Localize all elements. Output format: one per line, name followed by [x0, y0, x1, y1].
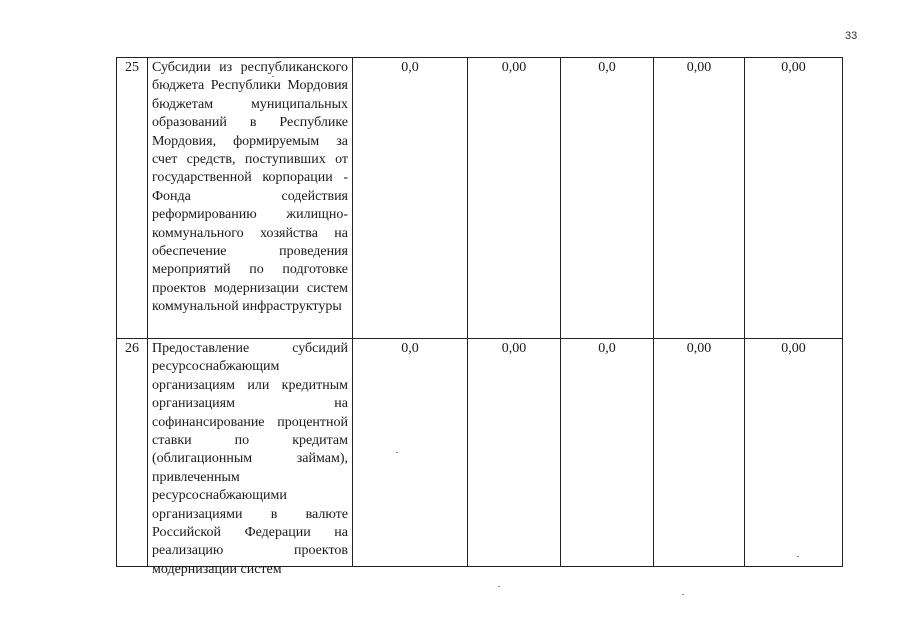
row-description	[148, 58, 353, 339]
value-cell: 0,0	[561, 58, 654, 339]
row-description-text: Предоставление субсидий ресурсоснабжающим организациям или кредитным организациям на софинансирование процентной ставки по кредитам (облигационным займам), привлеченным ресурсоснабжающими организациями в валюте Российской Федерации на реализацию проектов модернизации систем	[152, 341, 348, 577]
table-row	[117, 58, 843, 339]
value-cell: 0,00	[468, 339, 561, 567]
row-index: 26	[117, 339, 148, 567]
value-cell: 0,00	[654, 339, 745, 567]
scan-speck	[797, 556, 799, 557]
scan-speck	[396, 452, 398, 453]
value-cell: 0,0	[353, 58, 468, 339]
page-number: 33	[845, 30, 858, 42]
value-cell: 0,0	[561, 339, 654, 567]
value-cell: 0,00	[745, 339, 843, 567]
value-cell: 0,00	[468, 58, 561, 339]
budget-table	[116, 57, 843, 577]
scan-speck	[682, 594, 684, 595]
scan-speck	[272, 76, 274, 77]
value-cell: 0,00	[745, 58, 843, 339]
scan-speck	[498, 586, 500, 587]
row-description	[148, 339, 353, 577]
row-index: 25	[117, 58, 148, 339]
row-description-text: Субсидии из республиканского бюджета Республики Мордовия бюджетам муниципальных образований в Республике Мордовия, формируемым за счет средств, поступивших от государственной корпорации - Фонда содействия реформированию жилищно-коммунального хозяйства на обеспечение проведения мероприятий по подготовке проектов модернизации систем коммунальной инфраструктуры	[152, 60, 348, 315]
value-cell: 0,0	[353, 339, 468, 567]
table-row	[117, 339, 843, 567]
value-cell: 0,00	[654, 58, 745, 339]
